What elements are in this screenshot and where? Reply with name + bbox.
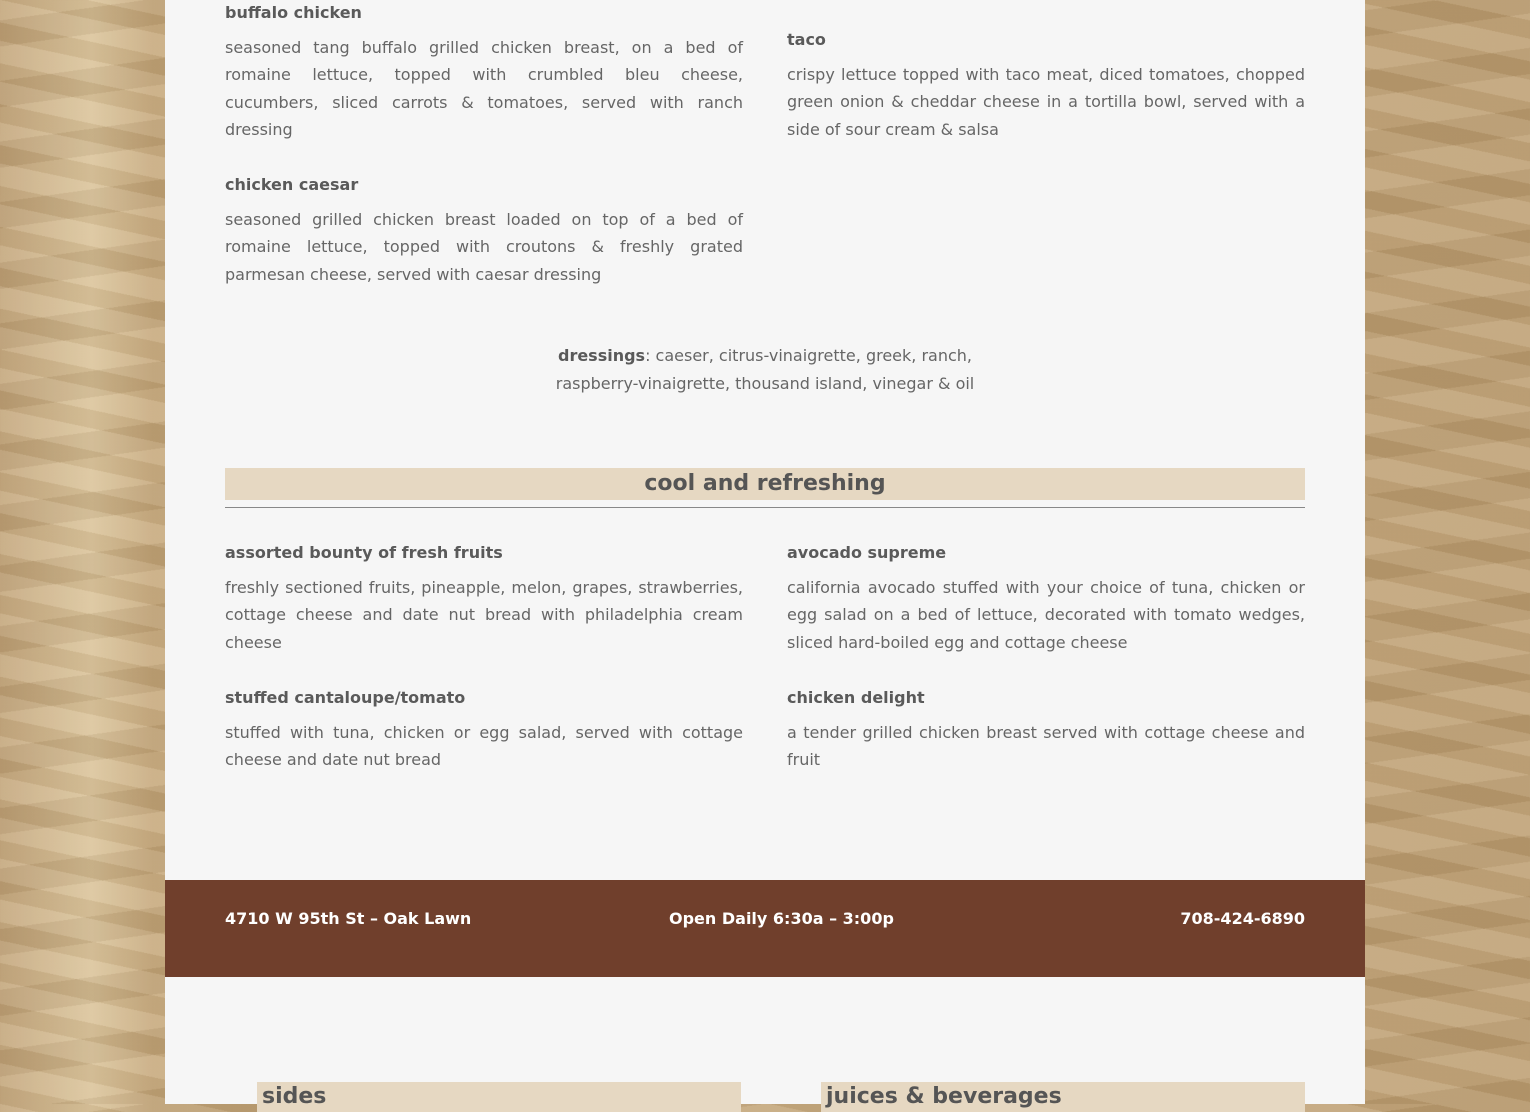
dressings-list-line2: raspberry-vinaigrette, thousand island, vinegar & oil — [555, 374, 975, 393]
menu-item-description: stuffed with tuna, chicken or egg salad, served with cottage cheese and date nut bread — [225, 722, 743, 770]
salads-columns — [225, 1, 1305, 320]
menu-page — [165, 0, 1365, 1109]
menu-item — [787, 28, 1305, 143]
menu-item — [225, 1, 743, 143]
juices-heading: juices & beverages — [821, 1082, 1305, 1112]
menu-item — [225, 686, 743, 774]
salads-left-column — [225, 1, 743, 320]
hours-text: Open Daily 6:30a – 3:00p — [669, 909, 894, 928]
menu-item-description: crispy lettuce topped with taco meat, diced tomatoes, chopped green onion & cheddar cheese in a tortilla bowl, served with a side of sour cream & salsa — [787, 65, 1305, 139]
cool-right-column — [787, 541, 1305, 805]
menu-item-description: seasoned grilled chicken breast loaded on top of a bed of romaine lettuce, topped with croutons & freshly grated parmesan cheese, served with caesar dressing — [225, 210, 743, 284]
section-heading: cool and refreshing — [225, 468, 1305, 500]
sides-heading: sides — [257, 1082, 741, 1112]
cool-columns — [225, 541, 1305, 805]
menu-item-title: avocado supreme — [787, 543, 947, 562]
menu-item — [787, 541, 1305, 656]
menu-item-title: chicken caesar — [225, 175, 359, 195]
info-footer — [165, 880, 1365, 977]
phone-link[interactable]: 708-424-6890 — [1180, 909, 1305, 928]
section-divider — [225, 507, 1305, 508]
menu-item-description: freshly sectioned fruits, pineapple, melon, grapes, strawberries, cottage cheese and date nut bread with philadelphia cream cheese — [225, 578, 743, 652]
menu-item-title: assorted bounty of fresh fruits — [225, 543, 503, 562]
cool-left-column — [225, 541, 743, 805]
menu-item-title: buffalo chicken — [225, 3, 362, 22]
menu-item-title: taco — [787, 30, 826, 49]
menu-item — [787, 686, 1305, 774]
dressings-list-line1: : caeser, citrus-vinaigrette, greek, ranch, — [645, 346, 972, 365]
menu-item-title: chicken delight — [787, 687, 925, 707]
menu-item-title: stuffed cantaloupe/tomato — [225, 687, 466, 707]
menu-item — [225, 541, 743, 656]
menu-item-description: a tender grilled chicken breast served with cottage cheese and fruit — [787, 722, 1305, 770]
menu-item-description: california avocado stuffed with your choice of tuna, chicken or egg salad on a bed of lettuce, decorated with tomato wedges, sliced hard-boiled egg and cottage cheese — [787, 578, 1305, 652]
address-link[interactable]: 4710 W 95th St – Oak Lawn — [225, 909, 472, 928]
dressings-label: dressings — [557, 346, 646, 365]
menu-item — [225, 173, 743, 288]
salads-right-column — [787, 1, 1305, 320]
menu-item-description: seasoned tang buffalo grilled chicken breast, on a bed of romaine lettuce, topped with crumbled bleu cheese, cucumbers, sliced carrots & tomatoes, served with ranch dressing — [225, 38, 743, 139]
dressings-note — [165, 342, 1365, 398]
